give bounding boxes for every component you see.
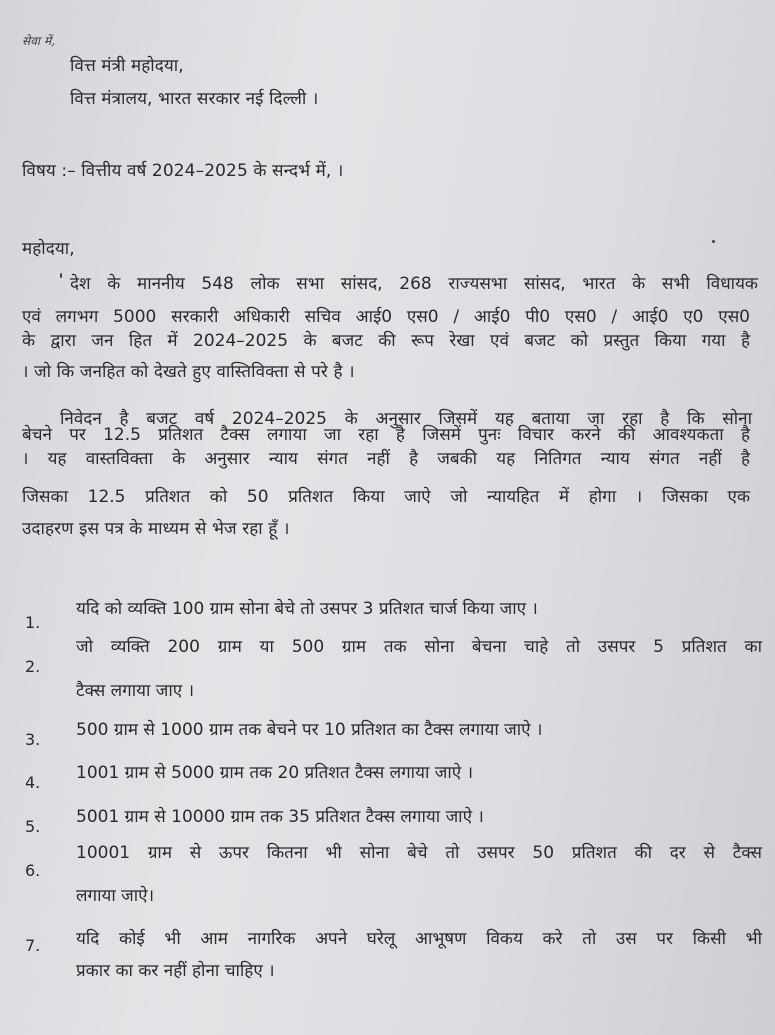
paper-speck <box>712 240 715 243</box>
list-item-number: 6. <box>25 861 41 880</box>
list-item-number: 1. <box>25 613 41 632</box>
list-item-number: 4. <box>25 773 41 792</box>
paragraph-1-line: एवं लगभग 5000 सरकारी अधिकारी सचिव आई0 एस0 / आई0 पी0 एस0 / आई0 ए0 एस0 <box>22 307 750 327</box>
paper-speck <box>60 273 62 278</box>
paragraph-2-line: जिसका 12.5 प्रतिशत को 50 प्रतिशत किया जाऐ जो न्यायहित में होगा । जिसका एक <box>22 487 750 507</box>
list-item-line: जो व्यक्ति 200 ग्राम या 500 ग्राम तक सोना बेचना चाहे तो उसपर 5 प्रतिशत का <box>76 637 762 657</box>
list-item-line: यदि को व्यक्ति 100 ग्राम सोना बेचे तो उसपर 3 प्रतिशत चार्ज किया जाए । <box>76 599 538 619</box>
addressee-line-1: वित्त मंत्री महोदया, <box>70 56 184 76</box>
list-item-line: लगाया जाऐ। <box>76 886 155 906</box>
list-item-line: 10001 ग्राम से ऊपर कितना भी सोना बेचे तो उसपर 50 प्रतिशत की दर से टैक्स <box>76 843 762 863</box>
paragraph-2-line: । यह वास्तविक्ता के अनुसार न्याय संगत नहीं है जबकी यह नितिगत न्याय संगत नहीं है <box>22 449 750 469</box>
paragraph-2-line: निवेदन है बजट वर्ष 2024–2025 के अनुसार जिसमें यह बताया जा रहा है कि सोना <box>60 409 752 429</box>
paragraph-1-line: देश के माननीय 548 लोक सभा सांसद, 268 राज्यसभा सांसद, भारत के सभी विधायक <box>70 274 758 294</box>
paragraph-2-line: उदाहरण इस पत्र के माध्यम से भेज रहा हूँ । <box>22 519 290 539</box>
list-item-line: 1001 ग्राम से 5000 ग्राम तक 20 प्रतिशत टैक्स लगाया जाऐ । <box>76 763 474 783</box>
salutation-to: सेवा में, <box>22 34 56 48</box>
list-item-number: 3. <box>25 730 41 749</box>
list-item-line: 5001 ग्राम से 10000 ग्राम तक 35 प्रतिशत टैक्स लगाया जाऐ । <box>76 807 484 827</box>
list-item-line: यदि कोई भी आम नागरिक अपने घरेलू आभूषण विकय करे तो उस पर किसी भी <box>76 929 762 949</box>
list-item-number: 2. <box>25 657 41 676</box>
paragraph-1-line: के द्वारा जन हित में 2024–2025 के बजट की रूप रेखा एवं बजट को प्रस्तुत किया गया है <box>22 331 750 351</box>
paragraph-1-line: । जो कि जनहित को देखते हुए वास्तिविक्ता से परे है । <box>22 362 355 382</box>
list-item-line: टैक्स लगाया जाए । <box>76 681 195 701</box>
greeting: महोदया, <box>22 239 75 259</box>
list-item-line: प्रकार का कर नहीं होना चाहिए । <box>76 961 275 981</box>
addressee-line-2: वित्त मंत्रालय, भारत सरकार नई दिल्ली । <box>70 89 319 109</box>
paragraph-2-line: बेचने पर 12.5 प्रतिशत टैक्स लगाया जा रहा है जिसमें पुनः विचार करने की आवश्यकता है <box>22 425 750 445</box>
list-item-number: 7. <box>25 936 41 955</box>
subject-line: विषय :– वित्तीय वर्ष 2024–2025 के सन्दर्भ में, । <box>22 161 344 181</box>
list-item-line: 500 ग्राम से 1000 ग्राम तक बेचने पर 10 प्रतिशत का टैक्स लगाया जाऐ । <box>76 720 543 740</box>
list-item-number: 5. <box>25 817 41 836</box>
